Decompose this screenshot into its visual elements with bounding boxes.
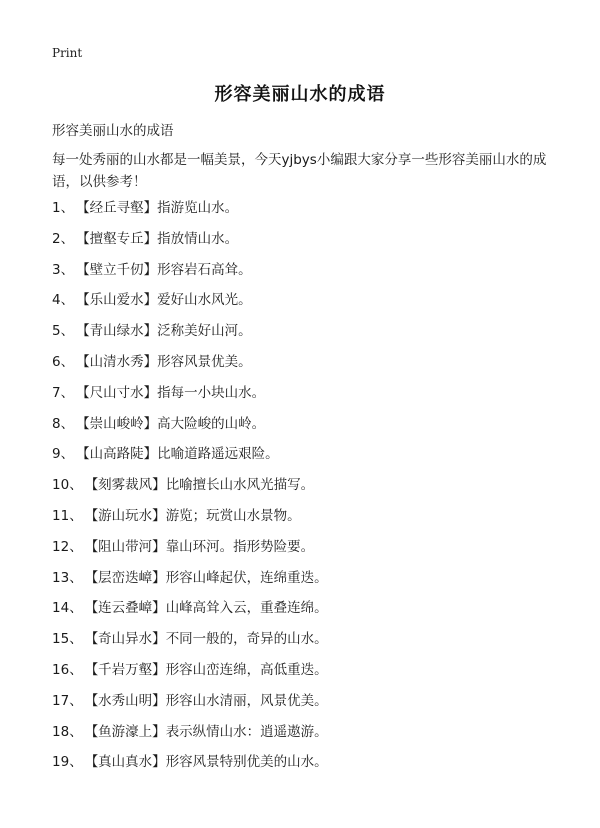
idiom-definition: 指游览山水。 [157,200,239,216]
idiom-term: 【尺山寸水】 [76,384,158,401]
list-item [52,444,572,475]
idiom-term: 【乐山爱水】 [76,292,158,309]
list-item [52,321,572,352]
idiom-term: 【阻山带河】 [84,538,166,555]
idiom-term: 【连云叠嶂】 [84,600,166,617]
idiom-definition: 游览；玩赏山水景物。 [165,507,301,524]
list-item [52,198,572,229]
idiom-definition: 比喻道路遥远艰险。 [157,446,279,463]
item-number: 12 [52,538,70,555]
item-separator: 、 [69,600,83,617]
idiom-term: 【山高路陡】 [76,446,158,463]
list-item [52,598,572,629]
list-item [52,691,572,722]
idiom-term: 【壁立千仞】 [76,261,158,278]
idiom-term: 【真山真水】 [84,754,166,771]
idiom-term: 【经丘寻壑】 [76,200,158,216]
idiom-term: 【擅壑专丘】 [76,230,158,247]
item-number: 11 [52,507,70,524]
document-subtitle: 形容美丽山水的成语 [52,123,174,139]
idiom-definition: 表示纵情山水：逍遥遨游。 [165,723,328,740]
item-number: 4 [52,292,61,309]
idiom-term: 【崇山峻岭】 [76,415,158,432]
item-number: 16 [52,661,70,678]
item-separator: 、 [60,200,75,216]
idiom-definition: 泛称美好山河。 [157,323,252,340]
item-number: 6 [52,353,61,370]
idiom-definition: 形容岩石高耸。 [157,261,252,278]
item-number: 14 [52,600,70,617]
item-separator: 、 [60,261,75,278]
item-separator: 、 [60,230,75,247]
idiom-term: 【水秀山明】 [84,692,166,709]
idiom-definition: 高大险峻的山岭。 [157,415,266,432]
idiom-definition: 山峰高耸入云，重叠连绵。 [165,600,328,617]
idiom-definition: 靠山环河。指形势险要。 [165,538,315,555]
idiom-term: 【刻雾裁风】 [84,477,166,494]
item-number: 8 [52,415,61,432]
idiom-definition: 形容山峦连绵，高低重迭。 [165,661,328,678]
idiom-list [52,198,572,783]
list-item [52,506,572,537]
idiom-term: 【奇山异水】 [84,631,166,648]
item-separator: 、 [69,538,83,555]
idiom-term: 【鱼游濠上】 [84,723,166,740]
item-number: 10 [52,477,70,494]
list-item [52,475,572,506]
item-number: 18 [52,723,70,740]
item-separator: 、 [60,323,75,340]
item-separator: 、 [60,292,75,309]
item-separator: 、 [69,477,83,494]
list-item [52,629,572,660]
idiom-term: 【青山绿水】 [76,323,158,340]
list-item [52,414,572,445]
list-item [52,752,572,783]
item-separator: 、 [60,384,75,401]
item-number: 5 [52,323,61,340]
list-item [52,660,572,691]
idiom-definition: 指每一小块山水。 [157,384,266,401]
item-separator: 、 [69,692,83,709]
item-separator: 、 [69,754,83,771]
list-item [52,383,572,414]
idiom-definition: 指放情山水。 [157,230,239,247]
item-number: 3 [52,261,61,278]
idiom-definition: 形容风景优美。 [157,353,252,370]
item-separator: 、 [69,507,83,524]
item-separator: 、 [60,446,75,463]
item-separator: 、 [69,569,83,586]
print-label: Print [52,46,83,60]
idiom-term: 【山清水秀】 [76,353,158,370]
idiom-definition: 形容山水清丽，风景优美。 [165,692,328,709]
item-separator: 、 [69,631,83,648]
item-separator: 、 [69,661,83,678]
item-separator: 、 [60,353,75,370]
list-item [52,229,572,260]
intro-paragraph: 每一处秀丽的山水都是一幅美景，今天yjbys小编跟大家分享一些形容美丽山水的成语，以供参考！ [52,152,547,190]
item-separator: 、 [69,723,83,740]
idiom-definition: 比喻擅长山水风光描写。 [165,477,315,494]
item-number: 17 [52,692,70,709]
item-number: 15 [52,631,70,648]
idiom-term: 【层峦迭嶂】 [84,569,166,586]
idiom-definition: 爱好山水风光。 [157,292,252,309]
list-item [52,568,572,599]
list-item [52,352,572,383]
list-item [52,537,572,568]
idiom-term: 【千岩万壑】 [84,661,166,678]
list-item [52,722,572,753]
list-item [52,260,572,291]
idiom-definition: 不同一般的，奇异的山水。 [165,631,328,648]
item-separator: 、 [60,415,75,432]
item-number: 1 [52,200,61,216]
idiom-definition: 形容风景特别优美的山水。 [165,754,328,771]
item-number: 2 [52,230,61,247]
document-title: 形容美丽山水的成语 [214,84,386,105]
item-number: 7 [52,384,61,401]
item-number: 13 [52,569,70,586]
item-number: 19 [52,754,70,771]
list-item [52,290,572,321]
idiom-term: 【游山玩水】 [84,507,166,524]
item-number: 9 [52,446,61,463]
idiom-definition: 形容山峰起伏，连绵重迭。 [165,569,328,586]
